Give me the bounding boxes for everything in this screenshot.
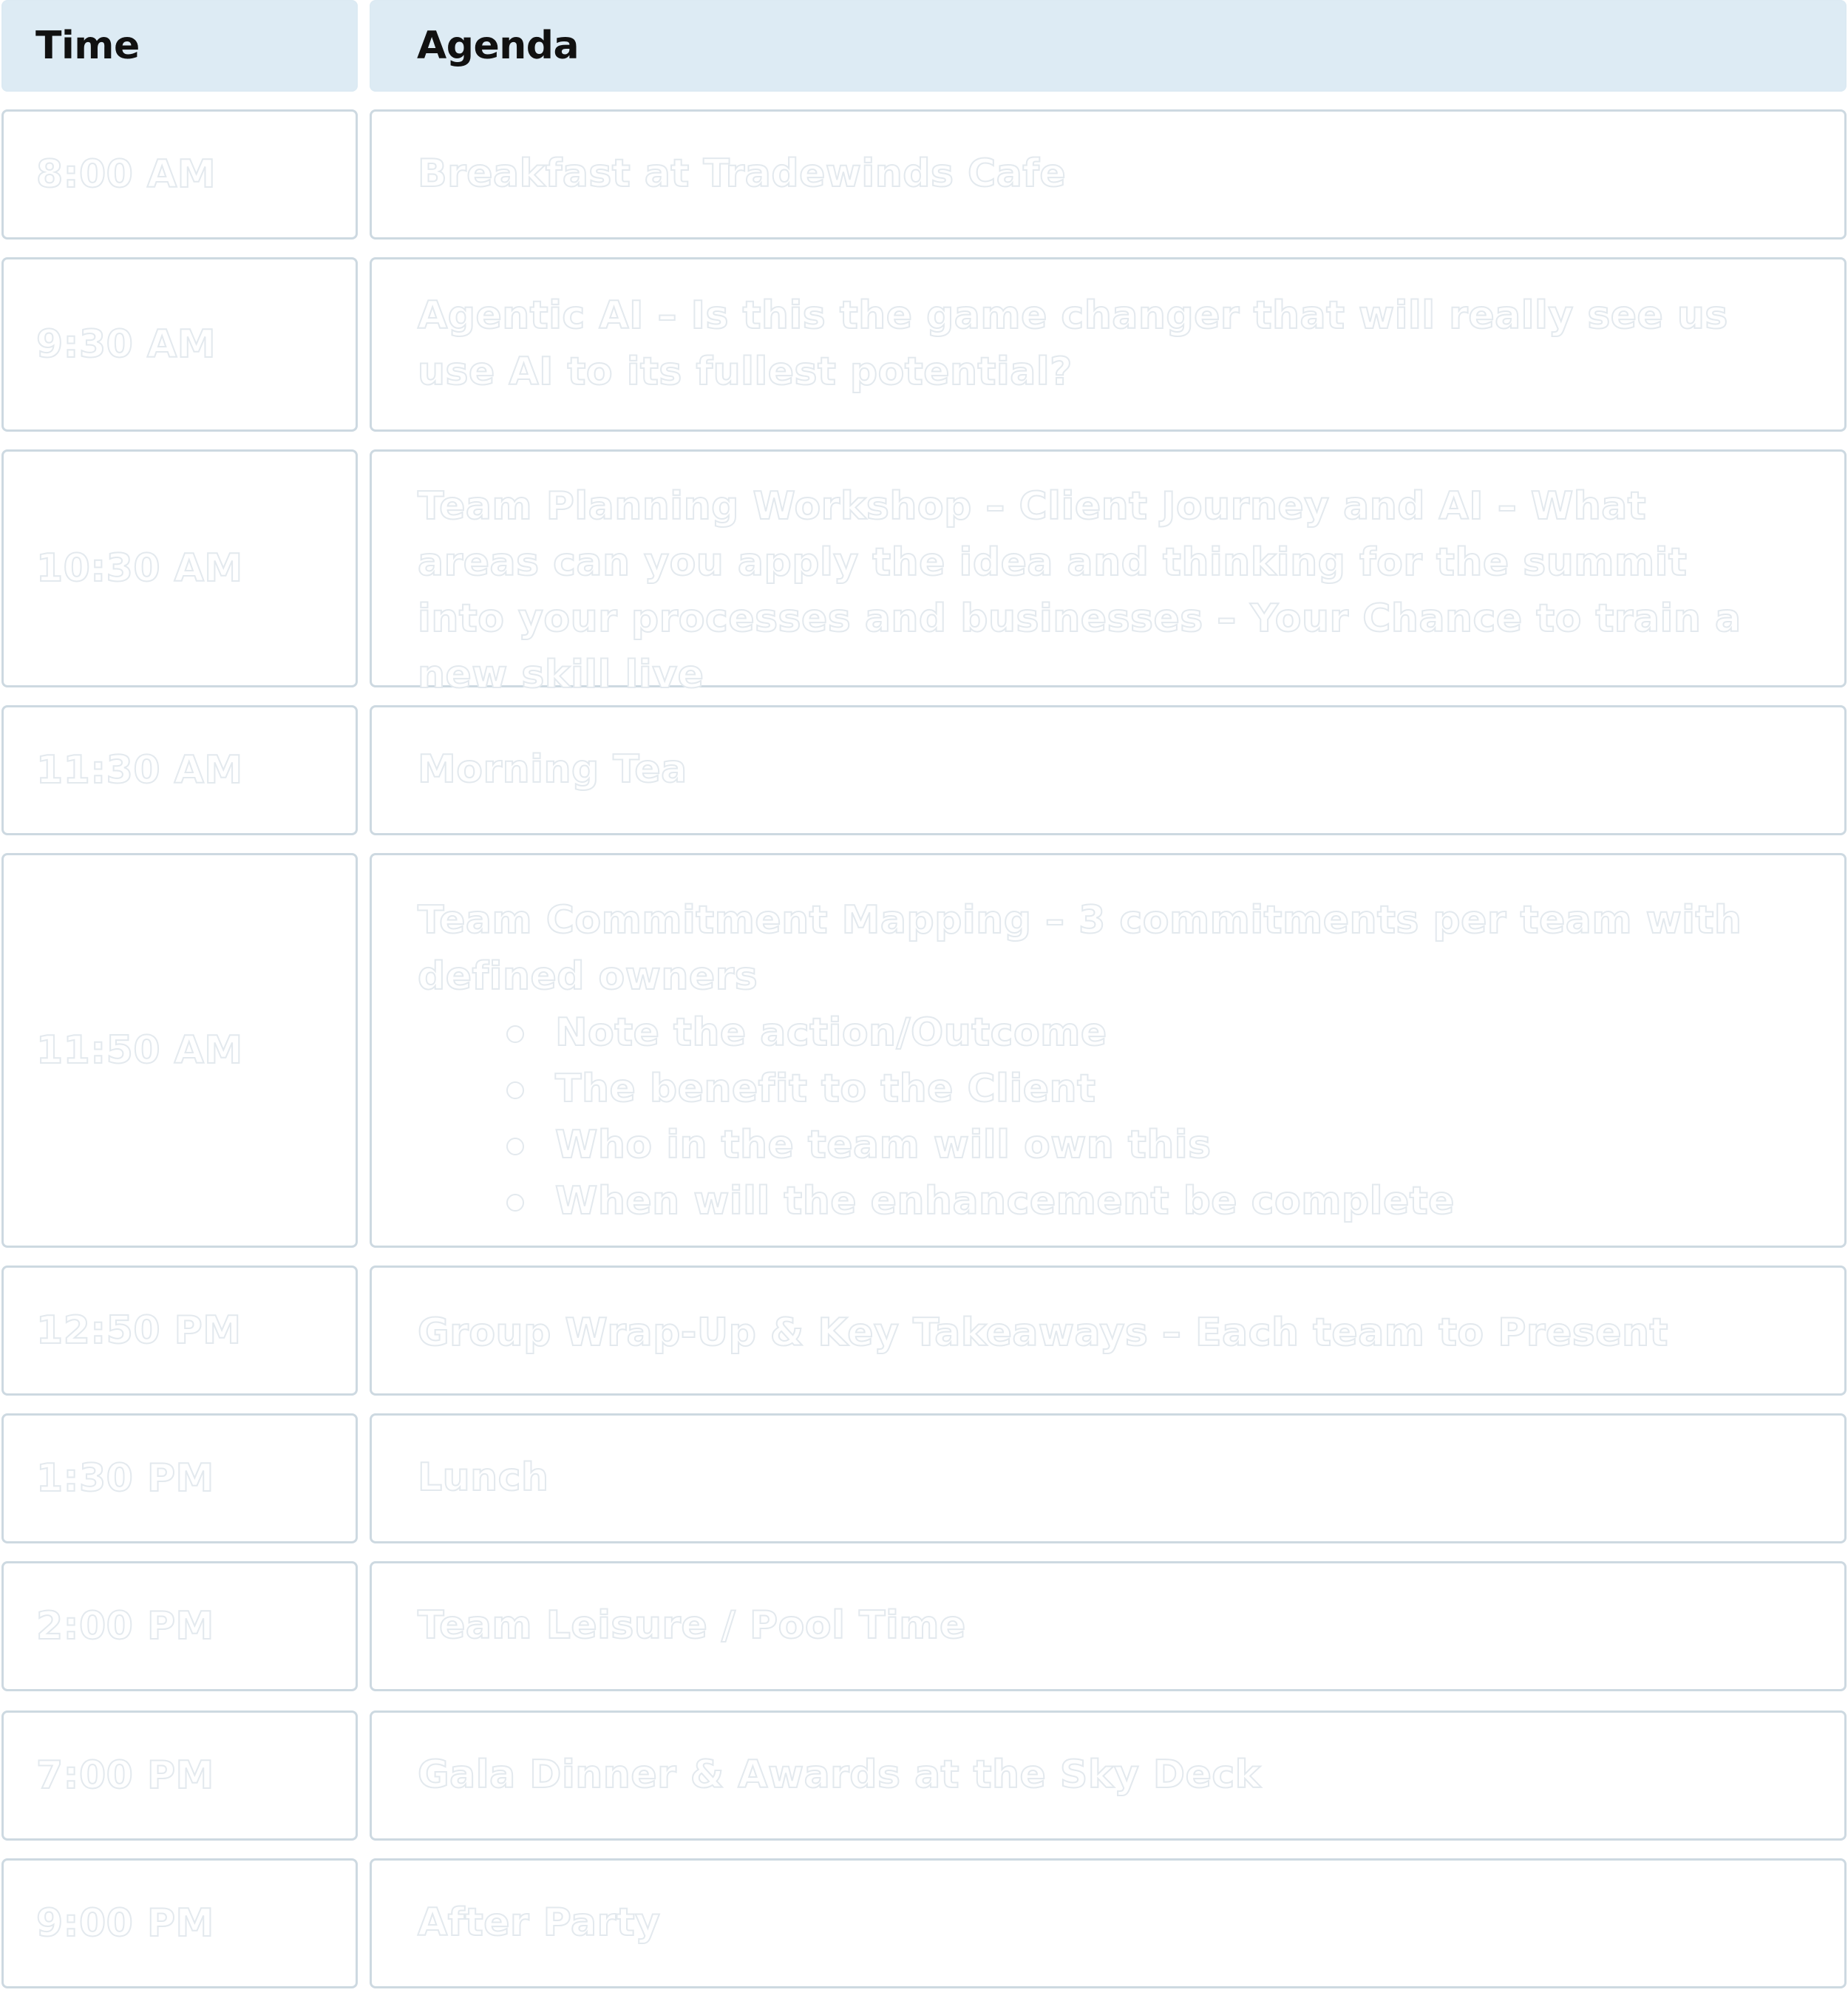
- time-cell: [1, 1561, 358, 1691]
- agenda-text: Morning Tea: [418, 747, 687, 792]
- table-row: [0, 853, 1848, 1248]
- table-row: [0, 257, 1848, 432]
- table-row: [0, 109, 1848, 239]
- time-cell: [1, 1858, 358, 1988]
- table-row: [0, 1561, 1848, 1691]
- time-text: 11:30 AM: [36, 748, 243, 792]
- time-text: 9:00 PM: [36, 1901, 214, 1946]
- list-item: [506, 1117, 1756, 1173]
- bullet-icon: [506, 1138, 524, 1155]
- agenda-text: Gala Dinner & Awards at the Sky Deck: [418, 1753, 1261, 1797]
- time-text: 10:30 AM: [36, 546, 243, 591]
- time-cell: [1, 449, 358, 687]
- time-text: 11:50 AM: [36, 1028, 243, 1073]
- bullet-icon: [506, 1081, 524, 1099]
- agenda-text: After Party: [418, 1900, 661, 1945]
- agenda-cell: [370, 1413, 1847, 1543]
- table-row: [0, 1266, 1848, 1396]
- table-row: [0, 449, 1848, 697]
- time-text: 12:50 PM: [36, 1308, 242, 1353]
- agenda-cell: [370, 853, 1847, 1248]
- bullet-text: The benefit to the Client: [555, 1067, 1096, 1111]
- agenda-header-cell: [370, 0, 1847, 92]
- time-text: 9:30 AM: [36, 322, 216, 367]
- agenda-text: Lunch: [418, 1455, 549, 1500]
- table-header: [0, 0, 1848, 92]
- bullet-icon: [506, 1194, 524, 1212]
- agenda-cell: [370, 1266, 1847, 1396]
- time-cell: [1, 1413, 358, 1543]
- agenda-text: Team Commitment Mapping – 3 commitments per team with defined owners: [418, 898, 1742, 999]
- agenda-text: Team Planning Workshop – Client Journey and AI – What areas can you apply the idea and thinking for the summit into your processes and businesses – Your Chance to train a new skill live: [418, 484, 1742, 697]
- bullet-text: When will the enhancement be complete: [555, 1179, 1455, 1223]
- time-cell: [1, 853, 358, 1248]
- table-row: [0, 1710, 1848, 1841]
- agenda-text: Breakfast at Tradewinds Cafe: [418, 152, 1067, 196]
- time-cell: [1, 1710, 358, 1841]
- agenda-cell: [370, 705, 1847, 835]
- agenda-cell: [370, 109, 1847, 239]
- list-item: [506, 1173, 1756, 1229]
- time-text: 7:00 PM: [36, 1753, 214, 1798]
- agenda-cell: [370, 1710, 1847, 1841]
- table-row: [0, 1413, 1848, 1543]
- time-text: 8:00 AM: [36, 152, 216, 197]
- time-cell: [1, 705, 358, 835]
- time-text: 2:00 PM: [36, 1604, 214, 1648]
- agenda-text: Team Leisure / Pool Time: [418, 1603, 966, 1648]
- table-row: [0, 705, 1848, 835]
- agenda-cell: [370, 257, 1847, 432]
- agenda-cell: [370, 1561, 1847, 1691]
- agenda-content: [418, 892, 1756, 1229]
- agenda-column-header: Agenda: [417, 24, 580, 68]
- agenda-text: Agentic AI – Is this the game changer that will really see us use AI to its fullest potential?: [418, 293, 1728, 394]
- bullet-text: Who in the team will own this: [555, 1123, 1212, 1167]
- agenda-text: Group Wrap-Up & Key Takeaways – Each team to Present: [418, 1311, 1668, 1355]
- time-header-cell: [1, 0, 358, 92]
- list-item: [506, 1005, 1756, 1061]
- bullet-list: [418, 1005, 1756, 1229]
- bullet-icon: [506, 1025, 524, 1043]
- list-item: [506, 1061, 1756, 1117]
- time-text: 1:30 PM: [36, 1456, 214, 1501]
- time-column-header: Time: [35, 24, 140, 68]
- time-cell: [1, 109, 358, 239]
- time-cell: [1, 257, 358, 432]
- agenda-cell: [370, 449, 1847, 697]
- time-cell: [1, 1266, 358, 1396]
- bullet-text: Note the action/Outcome: [555, 1010, 1107, 1055]
- table-row: [0, 1858, 1848, 1988]
- agenda-cell: [370, 1858, 1847, 1988]
